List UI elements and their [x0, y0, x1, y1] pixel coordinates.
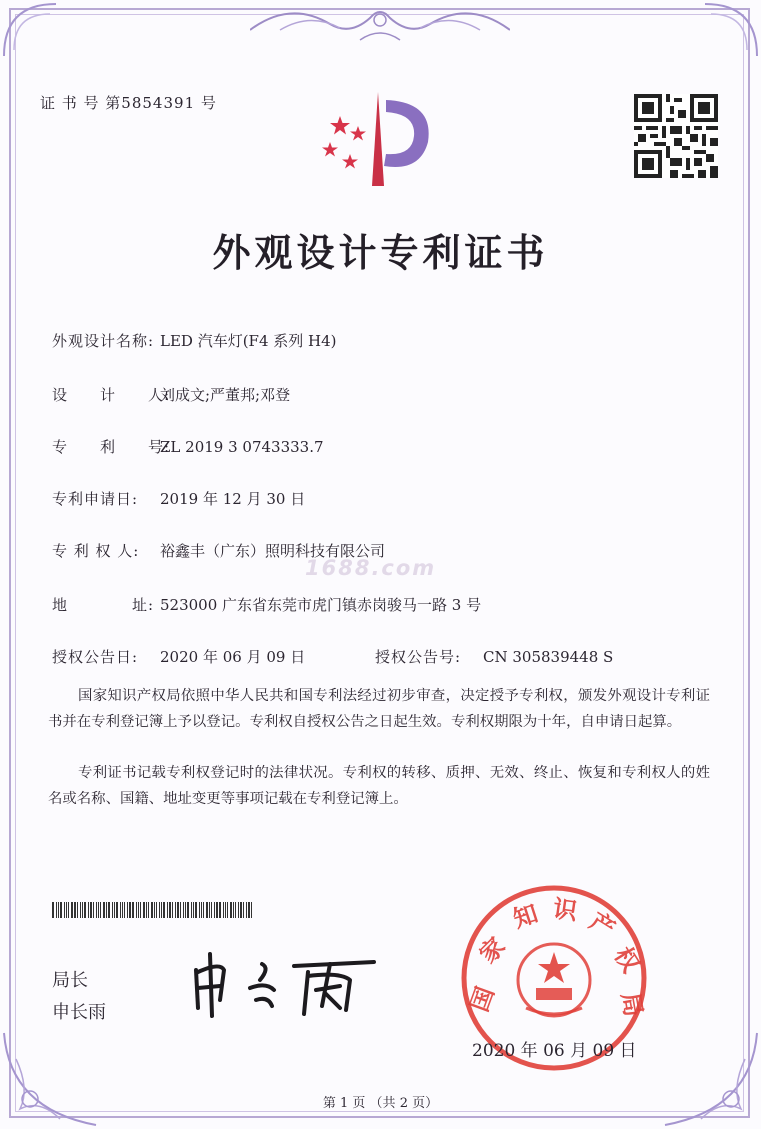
- barcode-bar: [191, 902, 192, 918]
- barcode-bar: [138, 902, 139, 918]
- field-patent-number: [52, 436, 324, 457]
- barcode-bar: [193, 902, 194, 918]
- barcode-bar: [143, 902, 145, 918]
- barcode-bar: [127, 902, 128, 918]
- certificate-title: 外观设计专利证书: [212, 231, 549, 275]
- barcode: [52, 902, 270, 918]
- barcode-bar: [169, 902, 171, 918]
- field-label: 专利申请日:: [52, 490, 139, 508]
- barcode-bar: [209, 902, 210, 918]
- barcode-bar: [88, 902, 89, 918]
- field-label: 设 计 人:: [52, 386, 171, 404]
- corner-ornament-bottom-right: [661, 1029, 761, 1129]
- corner-ornament-top-right: [701, 0, 761, 60]
- field-value: 2019 年 12 月 30 日: [160, 490, 306, 508]
- barcode-bar: [84, 902, 86, 918]
- barcode-bar: [93, 902, 94, 918]
- svg-text:识: 识: [551, 894, 579, 926]
- barcode-bar: [136, 902, 137, 918]
- field-label: 专 利 号:: [52, 438, 171, 456]
- barcode-bar: [56, 902, 57, 918]
- barcode-bar: [227, 902, 228, 918]
- barcode-bar: [167, 902, 168, 918]
- barcode-bar: [214, 902, 215, 918]
- cnipa-logo: [316, 86, 446, 192]
- field-label: 专 利 权 人:: [52, 542, 140, 560]
- barcode-bar: [146, 902, 147, 918]
- barcode-bar: [177, 902, 179, 918]
- barcode-bar: [240, 902, 242, 918]
- field-application-date: [52, 488, 305, 509]
- barcode-bar: [216, 902, 218, 918]
- field-label: 授权公告日:: [52, 648, 139, 666]
- director-title: 局长: [52, 970, 88, 991]
- svg-text:知: 知: [509, 899, 542, 934]
- barcode-bar: [156, 902, 157, 918]
- barcode-bar: [77, 902, 78, 918]
- barcode-bar: [219, 902, 221, 918]
- barcode-bar: [90, 902, 92, 918]
- barcode-bar: [124, 902, 125, 918]
- barcode-bar: [195, 902, 197, 918]
- certificate-number: 证 书 号 第5854391 号: [40, 94, 217, 112]
- field-value: 523000 广东省东莞市虎门镇赤岗骏马一路 3 号: [160, 596, 482, 614]
- barcode-bar: [58, 902, 59, 918]
- barcode-bar: [201, 902, 202, 918]
- field-value: LED 汽车灯(F4 系列 H4): [160, 332, 337, 350]
- barcode-bar: [114, 902, 115, 918]
- barcode-bar: [238, 902, 239, 918]
- svg-text:局: 局: [616, 990, 648, 1019]
- barcode-bar: [248, 902, 250, 918]
- barcode-bar: [66, 902, 67, 918]
- barcode-bar: [106, 902, 107, 918]
- field-design-name: [52, 330, 337, 351]
- field-grant-date: [52, 646, 305, 667]
- barcode-bar: [187, 902, 189, 918]
- field-designer: [52, 384, 290, 405]
- barcode-bar: [183, 902, 184, 918]
- barcode-bar: [151, 902, 153, 918]
- corner-ornament-top-left: [0, 0, 60, 60]
- field-label: 地 址:: [52, 596, 155, 614]
- barcode-bar: [211, 902, 212, 918]
- watermark: 1688.com: [305, 556, 437, 580]
- statement-paragraph-1: 国家知识产权局依照中华人民共和国专利法经过初步审查，决定授予专利权，颁发外观设计专利证书并在专利登记簿上予以登记。专利权自授权公告之日起生效。专利权期限为十年，自申请日起算。: [48, 688, 710, 730]
- barcode-bar: [203, 902, 204, 918]
- barcode-bar: [161, 902, 162, 918]
- barcode-bar: [251, 902, 252, 918]
- barcode-bar: [103, 902, 105, 918]
- barcode-bar: [223, 902, 224, 918]
- barcode-bar: [180, 902, 181, 918]
- field-value: CN 305839448 S: [483, 648, 614, 666]
- barcode-bar: [235, 902, 236, 918]
- barcode-bar: [185, 902, 186, 918]
- barcode-bar: [199, 902, 200, 918]
- field-value: 刘成文;严董邦;邓登: [160, 386, 291, 404]
- barcode-bar: [112, 902, 113, 918]
- barcode-bar: [225, 902, 226, 918]
- handwritten-signature: [190, 950, 380, 1020]
- barcode-bar: [120, 902, 121, 918]
- barcode-bar: [159, 902, 160, 918]
- field-value: 2020 年 06 月 09 日: [160, 648, 306, 666]
- page-footer: 第 1 页 （共 2 页）: [322, 1096, 439, 1111]
- field-value: ZL 2019 3 0743333.7: [160, 438, 324, 456]
- barcode-bar: [82, 902, 83, 918]
- field-address: [52, 594, 481, 615]
- barcode-bar: [206, 902, 208, 918]
- barcode-bar: [243, 902, 244, 918]
- barcode-bar: [154, 902, 155, 918]
- barcode-bar: [129, 902, 131, 918]
- barcode-bar: [148, 902, 149, 918]
- barcode-bar: [64, 902, 65, 918]
- corner-ornament-bottom-left: [0, 1029, 100, 1129]
- svg-text:国: 国: [465, 983, 500, 1016]
- barcode-bar: [74, 902, 76, 918]
- barcode-bar: [108, 902, 110, 918]
- barcode-bar: [122, 902, 123, 918]
- barcode-bar: [80, 902, 81, 918]
- barcode-bar: [233, 902, 234, 918]
- svg-text:产: 产: [584, 906, 620, 944]
- barcode-bar: [140, 902, 141, 918]
- barcode-bar: [100, 902, 101, 918]
- svg-text:权: 权: [608, 942, 646, 978]
- svg-text:家: 家: [473, 931, 511, 969]
- barcode-bar: [172, 902, 173, 918]
- field-value: 裕鑫丰（广东）照明科技有限公司: [160, 542, 386, 560]
- barcode-bar: [52, 902, 54, 918]
- director-name: 申长雨: [52, 1002, 106, 1023]
- seal-date: 2020 年 06 月 09 日: [472, 1041, 637, 1061]
- barcode-bar: [60, 902, 62, 918]
- barcode-bar: [71, 902, 73, 918]
- barcode-bar: [163, 902, 165, 918]
- field-label: 外观设计名称:: [52, 332, 155, 350]
- barcode-bar: [68, 902, 69, 918]
- barcode-bar: [98, 902, 99, 918]
- barcode-bar: [116, 902, 118, 918]
- barcode-bar: [175, 902, 176, 918]
- barcode-bar: [96, 902, 97, 918]
- top-ornament: [250, 0, 510, 46]
- statement-paragraph-2: 专利证书记载专利权登记时的法律状况。专利权的转移、质押、无效、终止、恢复和专利权人的姓名或名称、国籍、地址变更等事项记载在专利登记簿上。: [48, 765, 710, 807]
- field-grant-number: [375, 646, 613, 667]
- field-label: 授权公告号:: [375, 648, 462, 666]
- qr-code: [634, 94, 718, 178]
- barcode-bar: [246, 902, 247, 918]
- barcode-bar: [132, 902, 134, 918]
- barcode-bar: [230, 902, 232, 918]
